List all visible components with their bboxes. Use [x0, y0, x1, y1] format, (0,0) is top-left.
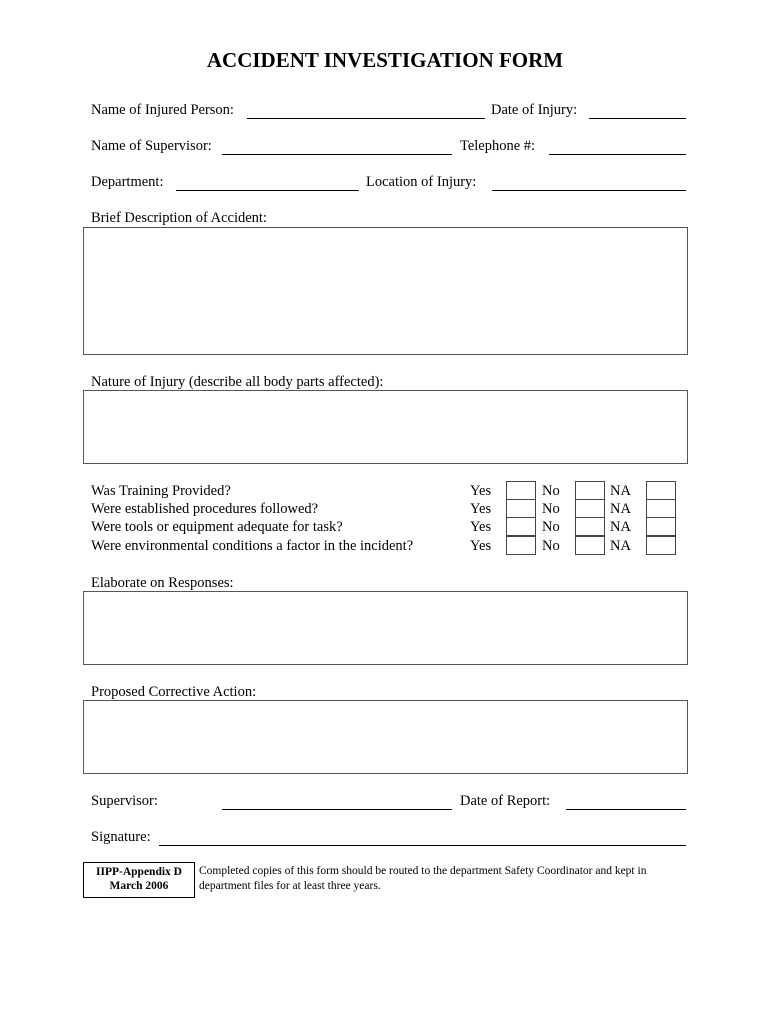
department-field[interactable] — [176, 190, 359, 191]
procedures-na-checkbox[interactable] — [646, 499, 676, 518]
date-of-injury-field[interactable] — [589, 118, 686, 119]
option-no-label: No — [542, 519, 560, 535]
supervisor-name-field[interactable] — [222, 154, 452, 155]
procedures-no-checkbox[interactable] — [575, 499, 605, 518]
elaborate-textarea[interactable] — [83, 591, 688, 665]
question-environment-text: Were environmental conditions a factor in the incident? — [91, 538, 414, 554]
option-yes-label: Yes — [470, 483, 492, 499]
description-label: Brief Description of Accident: — [91, 210, 267, 226]
telephone-field[interactable] — [549, 154, 686, 155]
option-no-label: No — [542, 538, 560, 554]
supervisor-label: Supervisor: — [91, 793, 158, 809]
appendix-line-1: IIPP-Appendix D — [96, 866, 182, 878]
appendix-line-2: March 2006 — [109, 880, 169, 892]
routing-note: Completed copies of this form should be routed to the department Safety Coordinator and kept in department files for at least three years. — [199, 865, 647, 892]
location-of-injury-field[interactable] — [492, 190, 686, 191]
tools-na-checkbox[interactable] — [646, 517, 676, 536]
tools-yes-checkbox[interactable] — [506, 517, 536, 536]
injured-person-label: Name of Injured Person: — [91, 102, 234, 118]
procedures-yes-checkbox[interactable] — [506, 499, 536, 518]
form-title: ACCIDENT INVESTIGATION FORM — [206, 48, 564, 72]
question-tools-text: Were tools or equipment adequate for task? — [91, 519, 343, 535]
supervisor-field[interactable] — [222, 809, 452, 810]
tools-no-checkbox[interactable] — [575, 517, 605, 536]
signature-field[interactable] — [159, 845, 686, 846]
elaborate-label: Elaborate on Responses: — [91, 575, 234, 591]
telephone-label: Telephone #: — [460, 138, 536, 154]
question-training-text: Was Training Provided? — [91, 483, 231, 499]
corrective-action-textarea[interactable] — [83, 700, 688, 774]
location-of-injury-label: Location of Injury: — [366, 174, 477, 190]
option-na-label: NA — [610, 483, 631, 499]
description-textarea[interactable] — [83, 227, 688, 355]
nature-of-injury-label: Nature of Injury (describe all body parts affected): — [91, 374, 384, 390]
option-na-label: NA — [610, 538, 631, 554]
date-of-injury-label: Date of Injury: — [491, 102, 578, 118]
question-procedures-text: Were established procedures followed? — [91, 501, 319, 517]
training-na-checkbox[interactable] — [646, 481, 676, 500]
option-no-label: No — [542, 483, 560, 499]
training-yes-checkbox[interactable] — [506, 481, 536, 500]
option-yes-label: Yes — [470, 501, 492, 517]
environment-na-checkbox[interactable] — [646, 536, 676, 555]
environment-no-checkbox[interactable] — [575, 536, 605, 555]
option-yes-label: Yes — [470, 538, 492, 554]
date-of-report-label: Date of Report: — [460, 793, 551, 809]
date-of-report-field[interactable] — [566, 809, 686, 810]
appendix-box — [83, 862, 195, 898]
department-label: Department: — [91, 174, 164, 190]
corrective-action-label: Proposed Corrective Action: — [91, 684, 257, 700]
option-no-label: No — [542, 501, 560, 517]
option-na-label: NA — [610, 501, 631, 517]
nature-of-injury-textarea[interactable] — [83, 390, 688, 464]
signature-label: Signature: — [91, 829, 151, 845]
option-yes-label: Yes — [470, 519, 492, 535]
option-na-label: NA — [610, 519, 631, 535]
injured-person-field[interactable] — [247, 118, 485, 119]
supervisor-name-label: Name of Supervisor: — [91, 138, 212, 154]
training-no-checkbox[interactable] — [575, 481, 605, 500]
environment-yes-checkbox[interactable] — [506, 536, 536, 555]
